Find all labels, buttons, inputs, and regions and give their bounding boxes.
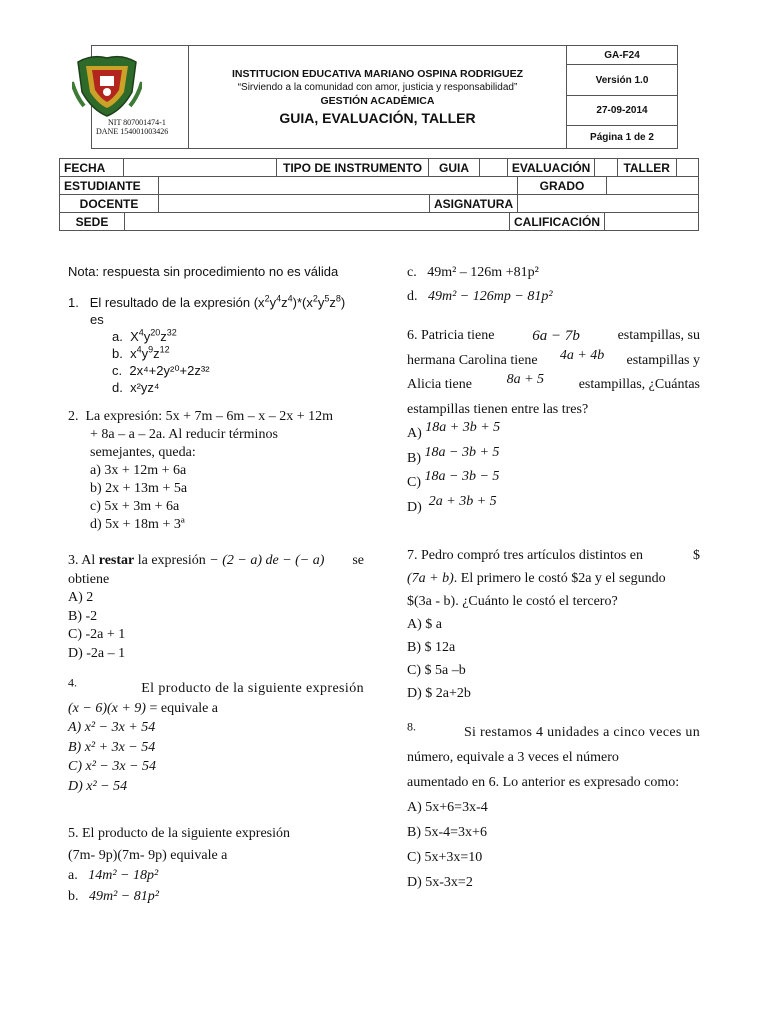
- docente-field[interactable]: [159, 195, 430, 213]
- q1-b-part: x: [130, 346, 137, 361]
- q1-b-part: 12: [159, 344, 170, 355]
- q1-number: 1.: [68, 295, 79, 310]
- q1-text-e: y: [317, 295, 325, 310]
- issue-date: 27-09-2014: [567, 96, 678, 126]
- question-5-continued: [407, 261, 707, 309]
- q4-option-b[interactable]: B) x² + 3x − 54: [68, 739, 156, 755]
- question-6: [407, 324, 700, 520]
- q3-option-a[interactable]: A) 2: [68, 590, 94, 605]
- q3-suffix: se: [352, 553, 364, 568]
- department-name: GESTIÓN ACADÉMICA: [320, 95, 435, 107]
- q1-exp: 2: [264, 293, 270, 304]
- q1-b-part: z: [153, 346, 160, 361]
- option-label: a.: [112, 329, 123, 344]
- q6-option-d[interactable]: [407, 493, 700, 521]
- q1-exp: 8: [335, 293, 341, 304]
- q8-line3: aumentado en 6. Lo anterior es expresado como:: [407, 775, 680, 790]
- q6-line3b: estampillas, ¿Cuántas: [578, 377, 700, 392]
- q5-line2: (7m- 9p)(7m- 9p) equivale a: [68, 848, 228, 863]
- question-1: [68, 294, 368, 396]
- q1-a-part: 20: [150, 327, 161, 338]
- institution-motto: “Sirviendo a la comunidad con amor, justicia y responsabilidad”: [237, 82, 518, 93]
- option-label: b.: [112, 346, 123, 361]
- option-label: c.: [112, 363, 123, 378]
- q1-exp: 2: [312, 293, 318, 304]
- q4-number: 4.: [68, 675, 77, 690]
- note-text: Nota: respuesta sin procedimiento no es válida: [68, 264, 339, 279]
- sede-field[interactable]: [125, 213, 510, 231]
- q1-text-c: z: [281, 295, 288, 310]
- option-label: a.: [68, 868, 78, 883]
- evaluacion-checkbox[interactable]: [595, 159, 617, 177]
- q5-option-a[interactable]: [68, 867, 368, 885]
- option-label: C): [407, 475, 421, 490]
- q4-tail: = equivale a: [145, 700, 219, 716]
- q6-line1a: 6. Patricia tiene: [407, 328, 495, 343]
- q2-line3: semejantes, queda:: [90, 445, 196, 460]
- question-5: [68, 823, 368, 909]
- q1-b-part: y: [141, 346, 149, 361]
- q6-line1b: estampillas, su: [617, 328, 700, 343]
- q3-option-d[interactable]: D) -2a – 1: [68, 645, 126, 661]
- q4-text: El producto de la siguiente expresión: [141, 681, 364, 696]
- taller-checkbox[interactable]: [676, 159, 698, 177]
- q1-b-part: 9: [148, 344, 154, 355]
- grado-label: GRADO: [518, 177, 607, 195]
- question-4: [68, 675, 364, 796]
- q8-line1: Si restamos 4 unidades a cinco veces un: [463, 725, 700, 740]
- document-header: [91, 45, 678, 142]
- q3-option-b[interactable]: B) -2: [68, 608, 98, 624]
- q6-option-a[interactable]: [407, 422, 700, 447]
- q2-option-a[interactable]: a) 3x + 12m + 6a: [90, 463, 187, 478]
- q1-text-d: )*(x: [292, 295, 313, 310]
- calificacion-label: CALIFICACIÓN: [510, 213, 605, 231]
- q1-text-b: y: [269, 295, 277, 310]
- question-3: [68, 552, 364, 663]
- q6-line2a: hermana Carolina tiene: [407, 352, 538, 368]
- option-label: D): [407, 499, 422, 515]
- q1-b-part: 4: [136, 344, 142, 355]
- q1-a-part: z: [160, 329, 167, 344]
- option-text: 18a + 3b + 5: [425, 420, 501, 435]
- tipo-instrumento-label: TIPO DE INSTRUMENTO: [276, 159, 428, 177]
- q1-a-part: y: [143, 329, 151, 344]
- q1-text-g: ): [340, 295, 346, 310]
- q4-option-a[interactable]: A) x² − 3x + 54: [68, 720, 156, 735]
- guia-label: GUIA: [429, 159, 479, 177]
- q6-line2b: estampillas y: [626, 352, 700, 368]
- q7-option-d[interactable]: D) $ 2a+2b: [407, 686, 471, 701]
- option-label: c.: [407, 265, 417, 280]
- q7-line1a: 7. Pedro compró tres artículos distintos en: [407, 548, 644, 563]
- q1-option-b[interactable]: [112, 345, 368, 362]
- question-8: [407, 720, 700, 895]
- q8-line2: número, equivale a 3 veces el número: [407, 750, 619, 765]
- sede-label: SEDE: [60, 213, 125, 231]
- question-7: [407, 544, 700, 705]
- q7-option-a[interactable]: A) $ a: [407, 617, 442, 632]
- q8-option-d[interactable]: D) 5x-3x=2: [407, 875, 473, 890]
- q8-option-a[interactable]: A) 5x+6=3x-4: [407, 800, 488, 815]
- option-text: x²yz⁴: [130, 380, 160, 395]
- logo-cell: [92, 46, 189, 149]
- version-label: Versión 1.0: [567, 65, 678, 96]
- q1-text-a: El resultado de la expresión (x: [89, 295, 265, 310]
- q1-es: es: [90, 312, 104, 327]
- q5-option-b[interactable]: [68, 885, 368, 909]
- q6-expression-1: 6a − 7b: [532, 328, 580, 344]
- q3-expression: − (2 − a) de − (− a): [209, 553, 325, 568]
- q6-line3a: Alicia tiene: [407, 377, 472, 392]
- estudiante-label: ESTUDIANTE: [60, 177, 159, 195]
- option-label: d.: [112, 380, 123, 395]
- asignatura-field[interactable]: [518, 195, 699, 213]
- dane-text: DANE 154001003426: [96, 127, 169, 136]
- evaluacion-label: EVALUACIÓN: [507, 159, 594, 177]
- q1-exp: 5: [324, 293, 330, 304]
- q8-number: 8.: [407, 719, 416, 734]
- q4-option-d[interactable]: D) x² − 54: [68, 778, 128, 794]
- option-text: 49m² − 81p²: [89, 889, 159, 904]
- q2-number: 2.: [68, 409, 79, 424]
- q6-line4: estampillas tienen entre las tres?: [407, 401, 589, 417]
- q7-expression: (7a + b): [407, 571, 454, 586]
- q5-option-d[interactable]: [407, 285, 707, 309]
- q4-expression: (x − 6)(x + 9): [68, 700, 146, 716]
- fecha-field[interactable]: [124, 159, 276, 177]
- q8-option-c[interactable]: C) 5x+3x=10: [407, 850, 483, 865]
- q7-line3: $(3a - b). ¿Cuánto le costó el tercero?: [407, 594, 618, 609]
- q2-line1: La expresión: 5x + 7m – 6m – x – 2x + 12m: [85, 409, 334, 424]
- option-text: 49m² – 126m +81p²: [427, 265, 539, 280]
- header-title-cell: [189, 46, 567, 149]
- school-shield-logo: [72, 52, 142, 118]
- q3-line2: obtiene: [68, 571, 110, 587]
- q6-option-b[interactable]: [407, 444, 700, 472]
- nit-text: NIT 807001474-1: [108, 118, 166, 127]
- asignatura-label: ASIGNATURA: [430, 195, 518, 213]
- taller-label: TALLER: [617, 159, 676, 177]
- q2-option-b[interactable]: b) 2x + 13m + 5a: [90, 481, 188, 496]
- option-label: b.: [68, 889, 79, 904]
- q2-option-c[interactable]: c) 5x + 3m + 6a: [90, 499, 180, 514]
- option-label: B): [407, 450, 421, 466]
- option-text: 2a + 3b + 5: [428, 493, 497, 509]
- q1-a-part: 32: [166, 327, 177, 338]
- q6-expression-3: 8a + 5: [506, 372, 545, 387]
- form-code: GA-F24: [567, 46, 678, 65]
- q1-a-part: X: [130, 329, 139, 344]
- option-label: d.: [407, 289, 418, 304]
- q1-exp: 4: [276, 293, 282, 304]
- q5-option-c[interactable]: [407, 261, 707, 285]
- fecha-label: FECHA: [60, 159, 124, 177]
- q3-mid: la expresión: [134, 553, 210, 568]
- page-number: Página 1 de 2: [567, 126, 678, 149]
- q5-line1: 5. El producto de la siguiente expresión: [68, 826, 290, 841]
- q3-prefix: 3. Al: [68, 553, 99, 568]
- q1-option-c[interactable]: [112, 362, 368, 379]
- q8-option-b[interactable]: B) 5x-4=3x+6: [407, 825, 487, 840]
- institution-name: INSTITUCION EDUCATIVA MARIANO OSPINA RODRIGUEZ: [231, 68, 524, 80]
- student-info-table: [59, 158, 699, 231]
- q7-option-c[interactable]: C) $ 5a –b: [407, 663, 466, 678]
- guia-checkbox[interactable]: [479, 159, 507, 177]
- q1-a-part: 4: [138, 327, 144, 338]
- q7-line1b: $: [693, 548, 700, 563]
- q1-exp: 4: [287, 293, 293, 304]
- estudiante-field[interactable]: [159, 177, 518, 195]
- grado-field[interactable]: [607, 177, 699, 195]
- question-2: [68, 408, 368, 534]
- q3-bold: restar: [98, 553, 135, 568]
- q3-option-c[interactable]: C) -2a + 1: [68, 627, 126, 642]
- docente-label: DOCENTE: [60, 195, 159, 213]
- q6-expression-2: 4a + 4b: [559, 347, 605, 363]
- q1-option-a[interactable]: [112, 328, 368, 345]
- q2-option-d[interactable]: d) 5x + 18m + 3ª: [90, 517, 185, 532]
- q1-option-d[interactable]: [112, 379, 368, 396]
- q4-option-c[interactable]: C) x² − 3x − 54: [68, 759, 157, 774]
- option-text: 18a − 3b + 5: [424, 444, 500, 460]
- calificacion-field[interactable]: [605, 213, 699, 231]
- q6-option-c[interactable]: [407, 471, 700, 496]
- q2-line2: + 8a – a – 2a. Al reducir términos: [90, 427, 278, 442]
- q7-option-b[interactable]: B) $ 12a: [407, 640, 456, 655]
- option-text: 49m² − 126mp − 81p²: [428, 289, 553, 304]
- option-label: A): [407, 426, 422, 441]
- option-text: 18a − 3b − 5: [424, 469, 500, 484]
- q1-text-f: z: [329, 295, 336, 310]
- option-text: 2x⁴+2y²⁰+2z³²: [129, 363, 210, 378]
- document-title: GUIA, EVALUACIÓN, TALLER: [279, 110, 476, 126]
- option-text: 14m² − 18p²: [88, 868, 159, 883]
- q7-line2: . El primero le costó $2a y el segundo: [453, 571, 666, 586]
